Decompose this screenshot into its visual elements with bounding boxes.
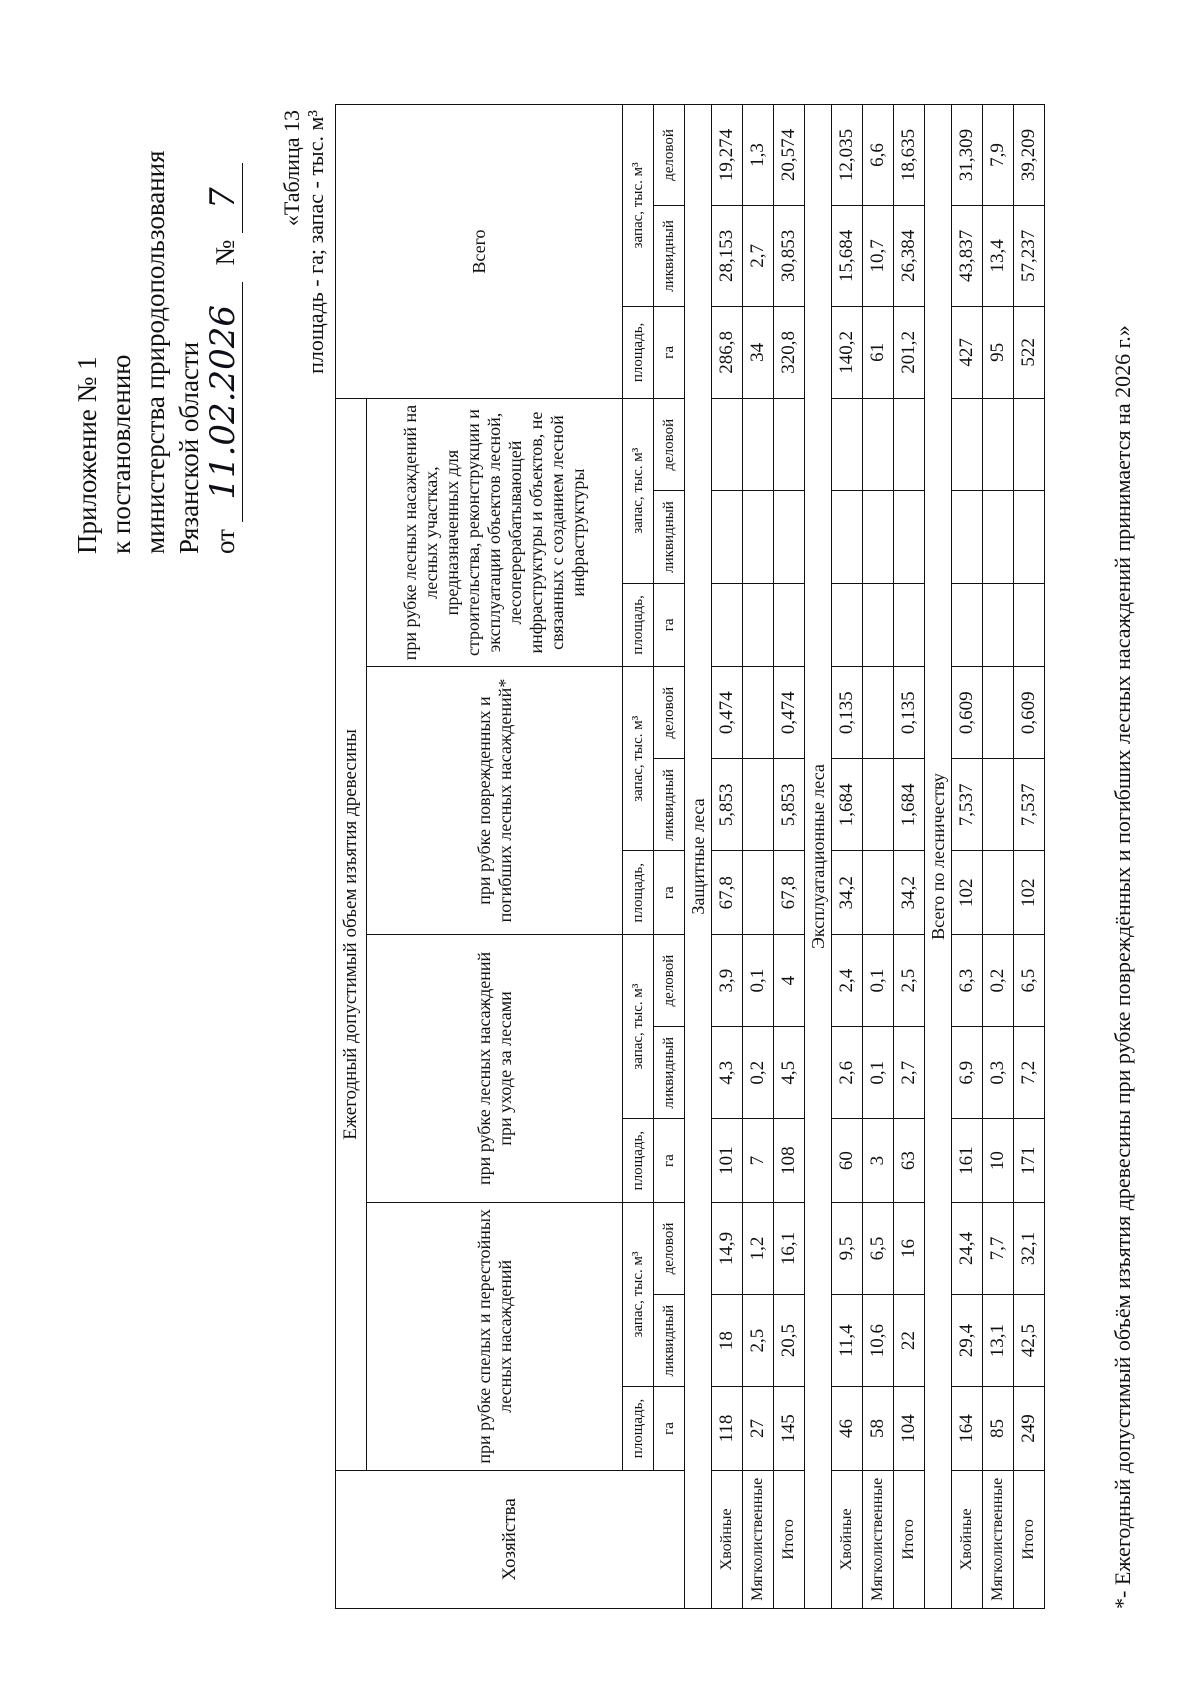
document-header [70,150,243,554]
table-row [774,105,805,1609]
table-cell: 39,209 [1014,105,1045,206]
table-cell: 0,1 [863,1027,894,1119]
table-caption [280,110,328,374]
table-cell [952,491,983,583]
area-unit: га [654,1387,685,1471]
table-cell: 22 [894,1295,925,1387]
liquid-header: ликвидный [654,759,685,851]
table-cell: 0,3 [983,1027,1014,1119]
table-cell [983,491,1014,583]
section-title: Защитные леса [685,105,712,1609]
table-cell [743,583,774,667]
business-header: деловой [654,399,685,491]
area-header: площадь, [623,306,654,398]
table-cell: 14,9 [712,1202,743,1294]
table-cell: 16 [894,1202,925,1294]
header-region: Рязанской области [174,341,204,554]
table-cell [712,583,743,667]
table-cell: 0,1 [863,934,894,1026]
stock-header: запас, тыс. м³ [623,667,654,851]
table-cell: 145 [774,1387,805,1471]
table-cell: 6,9 [952,1027,983,1119]
area-unit: га [654,306,685,398]
table-cell: 15,684 [832,206,863,307]
table-cell: 27 [743,1387,774,1471]
table-cell: 249 [1014,1387,1045,1471]
table-cell: 9,5 [832,1202,863,1294]
table-cell: 0,609 [952,667,983,759]
table-cell: 0,135 [832,667,863,759]
table-cell: 42,5 [1014,1295,1045,1387]
business-header: деловой [654,667,685,759]
table-cell: 0,135 [894,667,925,759]
from-label: от [210,529,240,554]
section-row [685,105,712,1609]
row-label: Итого [774,1470,805,1608]
table-cell: 0,609 [1014,667,1045,759]
table-row [712,105,743,1609]
business-header: деловой [654,105,685,206]
group-total: Всего [336,105,623,399]
table-cell [1014,491,1045,583]
table-cell: 60 [832,1119,863,1203]
header-row-units [623,105,654,1609]
table-cell: 4,5 [774,1027,805,1119]
table-cell: 102 [1014,851,1045,935]
group-infrastructure: при рубке лесных насаждений на лесных участках, предназначенных для строительства, реконструкции и эксплуатации объектов лесной, лесоперерабатывающей инфраструктуры и объектов, не связанных с созданием лесной инфраструктуры [367,399,623,667]
table-cell: 1,684 [832,759,863,851]
liquid-header: ликвидный [654,1295,685,1387]
harvest-volume-table [335,104,1045,1609]
table-cell: 6,5 [1014,934,1045,1026]
row-label: Мягколиственные [743,1470,774,1608]
table-cell: 522 [1014,306,1045,398]
row-label: Итого [1014,1470,1045,1608]
table-cell: 4 [774,934,805,1026]
table-cell: 11,4 [832,1295,863,1387]
row-label: Хвойные [712,1470,743,1608]
table-cell [832,491,863,583]
table-cell [983,851,1014,935]
table-cell [743,491,774,583]
table-cell [774,399,805,491]
stock-header: запас, тыс. м³ [623,399,654,584]
area-unit: га [654,1119,685,1203]
table-cell: 24,4 [952,1202,983,1294]
table-cell [863,491,894,583]
table-cell: 28,153 [712,206,743,307]
header-to-resolution: к постановлению [106,354,136,554]
table-cell [952,399,983,491]
area-header: площадь, [623,1119,654,1203]
table-cell: 34,2 [832,851,863,935]
table-cell: 7,9 [983,105,1014,206]
table-cell: 0,474 [774,667,805,759]
table-cell: 29,4 [952,1295,983,1387]
table-cell [743,667,774,759]
table-cell: 1,3 [743,105,774,206]
table-cell: 58 [863,1387,894,1471]
area-header: площадь, [623,583,654,667]
table-cell: 67,8 [712,851,743,935]
liquid-header: ликвидный [654,1027,685,1119]
table-cell: 18 [712,1295,743,1387]
table-cell: 7,537 [1014,759,1045,851]
table-cell: 26,384 [894,206,925,307]
table-row [894,105,925,1609]
table-cell: 31,309 [952,105,983,206]
table-cell: 10,6 [863,1295,894,1387]
handwritten-number: 7 [203,187,243,209]
table-cell [832,583,863,667]
table-row [983,105,1014,1609]
business-header: деловой [654,934,685,1026]
section-title: Эксплуатационные леса [805,105,832,1609]
table-cell [863,583,894,667]
table-cell [863,399,894,491]
stock-header: запас, тыс. м³ [623,1202,654,1386]
table-cell: 118 [712,1387,743,1471]
table-cell: 0,474 [712,667,743,759]
table-cell: 101 [712,1119,743,1203]
table-cell: 5,853 [774,759,805,851]
handwritten-date: 11.02.2026 [203,304,243,500]
table-cell: 43,837 [952,206,983,307]
section-row [925,105,952,1609]
table-cell: 286,8 [712,306,743,398]
table-cell [952,583,983,667]
table-cell [743,399,774,491]
table-cell: 12,035 [832,105,863,206]
table-cell [712,491,743,583]
table-cell: 161 [952,1119,983,1203]
section-title: Всего по лесничеству [925,105,952,1609]
table-cell [1014,583,1045,667]
row-label: Мягколиственные [863,1470,894,1608]
header-date-line [203,150,243,554]
header-appendix: Приложение № 1 [72,356,102,554]
table-cell: 102 [952,851,983,935]
table-cell: 2,7 [894,1027,925,1119]
table-cell: 5,853 [712,759,743,851]
table-cell: 67,8 [774,851,805,935]
table-cell [743,851,774,935]
table-title: «Таблица 13 [279,110,304,227]
area-header: площадь, [623,851,654,935]
table-cell: 34 [743,306,774,398]
table-cell: 108 [774,1119,805,1203]
row-label: Хвойные [832,1470,863,1608]
table-cell: 13,1 [983,1295,1014,1387]
table-cell: 171 [1014,1119,1045,1203]
table-cell: 104 [894,1387,925,1471]
group-care: при рубке лесных насаждений при уходе за лесами [367,934,623,1202]
table-cell [743,759,774,851]
table-cell [774,583,805,667]
table-cell: 0,2 [983,934,1014,1026]
table-cell: 6,5 [863,1202,894,1294]
table-cell: 61 [863,306,894,398]
table-row [743,105,774,1609]
table-cell [774,491,805,583]
table-cell: 32,1 [1014,1202,1045,1294]
table-cell: 20,574 [774,105,805,206]
table-cell: 3,9 [712,934,743,1026]
area-unit: га [654,851,685,935]
table-cell: 164 [952,1387,983,1471]
table-cell: 140,2 [832,306,863,398]
table-cell: 427 [952,306,983,398]
table-cell: 1,2 [743,1202,774,1294]
table-cell [832,399,863,491]
col-hoz-header: Хозяйства [336,1470,685,1608]
table-cell: 1,684 [894,759,925,851]
table-cell: 85 [983,1387,1014,1471]
table-cell [863,759,894,851]
number-label: № [210,239,240,266]
section-row [805,105,832,1609]
table-cell: 13,4 [983,206,1014,307]
table-cell: 2,4 [832,934,863,1026]
table-cell: 46 [832,1387,863,1471]
table-cell: 7,7 [983,1202,1014,1294]
stock-header: запас, тыс. м³ [623,105,654,307]
table-cell: 2,6 [832,1027,863,1119]
table-cell: 0,1 [743,934,774,1026]
liquid-header: ликвидный [654,491,685,583]
header-ministry: министерства природопользования [140,150,170,554]
table-cell: 7,2 [1014,1027,1045,1119]
table-cell: 6,6 [863,105,894,206]
row-label: Хвойные [952,1470,983,1608]
table-units: площадь - га; запас - тыс. м³ [303,110,328,374]
table-row [863,105,894,1609]
table-cell [983,759,1014,851]
top-header: Ежегодный допустимый объем изъятия древесины [336,399,367,1471]
table-row [1014,105,1045,1609]
table-cell [894,583,925,667]
table-cell [894,399,925,491]
liquid-header: ликвидный [654,206,685,307]
table-cell: 201,2 [894,306,925,398]
table-cell: 2,5 [743,1295,774,1387]
group-mature: при рубке спелых и перестойных лесных насаждений [367,1202,623,1470]
row-label: Итого [894,1470,925,1608]
table-cell: 320,8 [774,306,805,398]
table-cell: 4,3 [712,1027,743,1119]
table-cell: 6,3 [952,934,983,1026]
table-cell [863,667,894,759]
header-row-subunits [654,105,685,1609]
table-cell: 2,5 [894,934,925,1026]
table-cell [894,491,925,583]
table-cell: 18,635 [894,105,925,206]
row-label: Мягколиственные [983,1470,1014,1608]
table-cell: 7,537 [952,759,983,851]
table-cell [983,583,1014,667]
group-damaged: при рубке поврежденных и погибших лесных насаждений* [367,667,623,935]
table-cell: 16,1 [774,1202,805,1294]
table-row [832,105,863,1609]
footnote: *- Ежегодный допустимый объём изъятия древесины при рубке повреждённых и погибших лесных насаждений принимается на 2026 г.» [1110,325,1135,1609]
business-header: деловой [654,1202,685,1294]
table-cell: 19,274 [712,105,743,206]
stock-header: запас, тыс. м³ [623,934,654,1118]
area-header: площадь, [623,1387,654,1471]
table-cell [863,851,894,935]
table-cell: 10 [983,1119,1014,1203]
table-cell: 10,7 [863,206,894,307]
area-unit: га [654,583,685,667]
table-cell: 63 [894,1119,925,1203]
table-cell: 57,237 [1014,206,1045,307]
table-cell: 20,5 [774,1295,805,1387]
table-row [952,105,983,1609]
table-cell [983,399,1014,491]
table-cell [712,399,743,491]
table-cell: 2,7 [743,206,774,307]
table-cell: 3 [863,1119,894,1203]
table-cell: 34,2 [894,851,925,935]
table-cell [983,667,1014,759]
table-cell: 0,2 [743,1027,774,1119]
table-cell: 30,853 [774,206,805,307]
header-row-top [336,105,367,1609]
table-cell: 7 [743,1119,774,1203]
table-cell [1014,399,1045,491]
table-cell: 95 [983,306,1014,398]
